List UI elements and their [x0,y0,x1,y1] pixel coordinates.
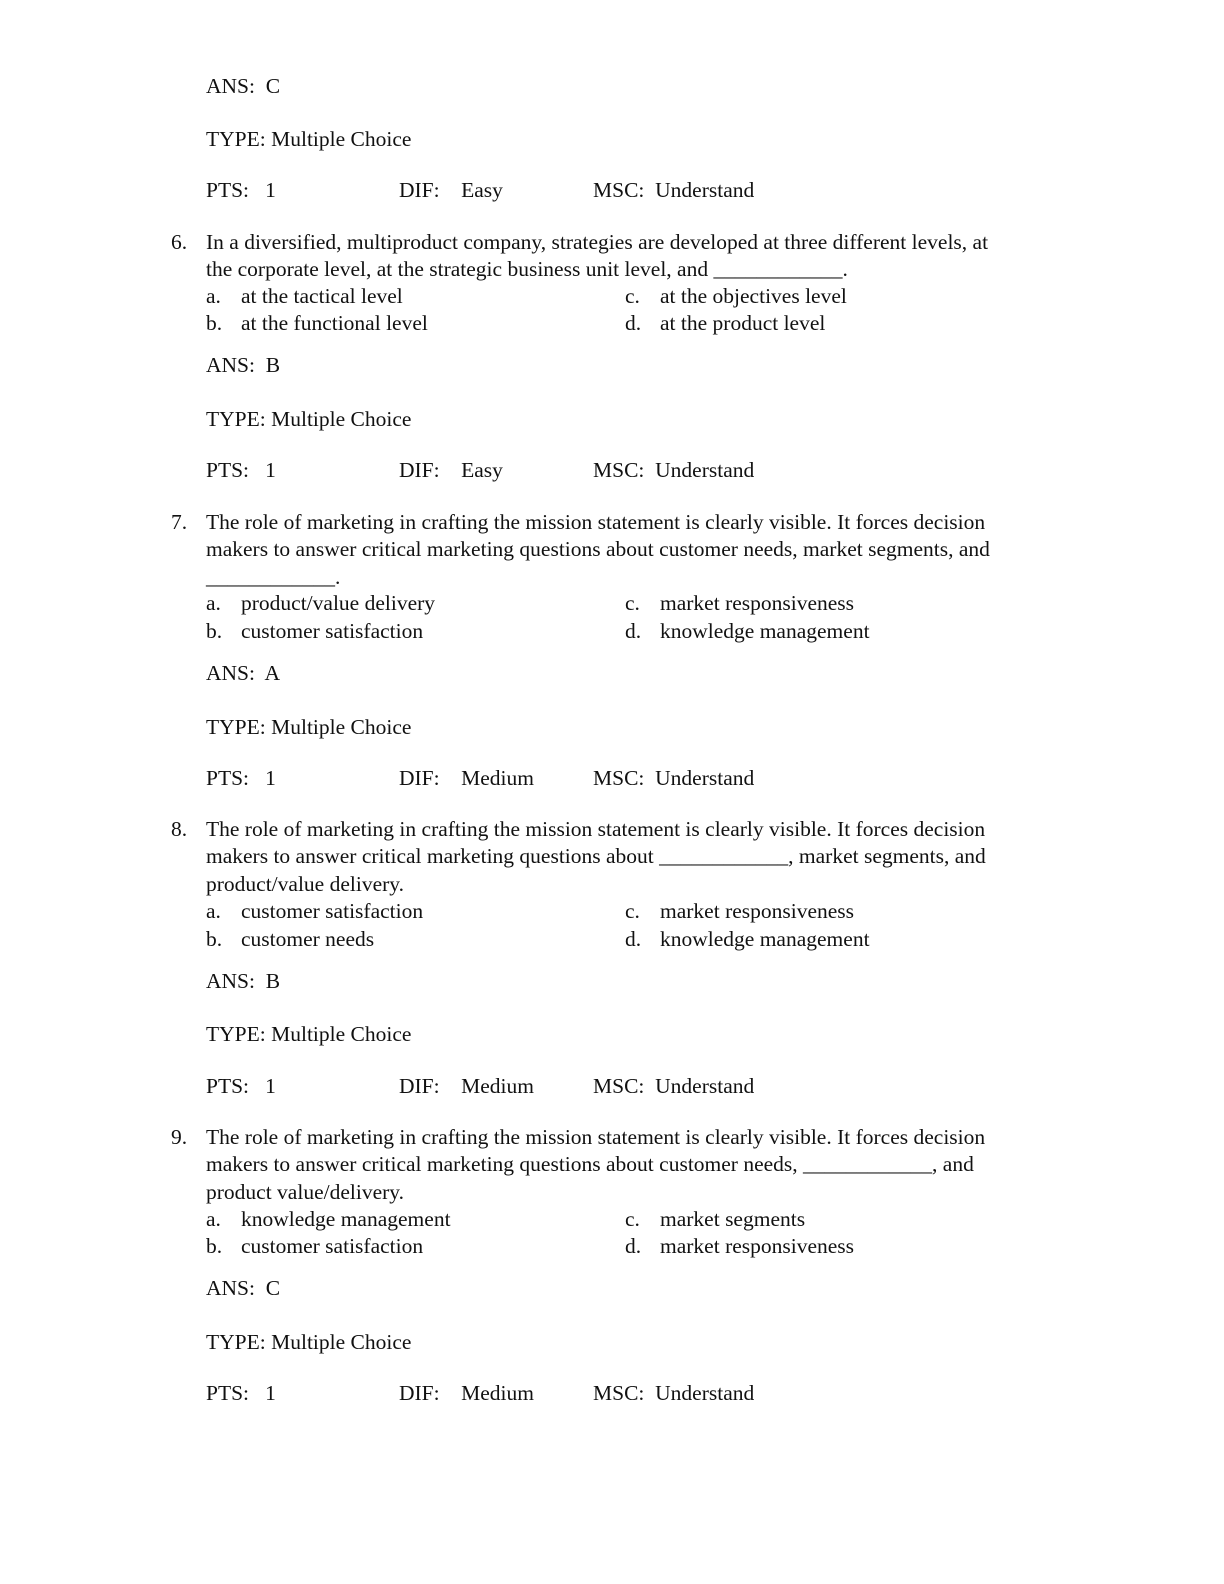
question-number-7: 7. [171,510,188,534]
option-text-6c: at the objectives level [660,284,847,308]
option-text-6d: at the product level [660,311,826,335]
option-text-9b: customer satisfaction [241,1234,424,1258]
msc-q6: MSC: Understand [593,458,755,482]
pts-q9: PTS: 1 [206,1381,276,1405]
question-line: product/value delivery. [206,871,405,896]
msc-q7: MSC: Understand [593,766,755,790]
option-letter-6c: c. [625,284,640,308]
question-text-7 [206,509,1086,591]
dif-q9: DIF: Medium [399,1381,534,1405]
option-letter-6b: b. [206,311,223,335]
option-letter-9b: b. [206,1234,223,1258]
option-letter-8b: b. [206,927,223,951]
dif-q7: DIF: Medium [399,766,534,790]
question-line: In a diversified, multiproduct company, strategies are developed at three different levels, at [206,230,989,254]
option-letter-7a: a. [206,591,221,615]
question-line: The role of marketing in crafting the mission statement is clearly visible. It forces decision [206,1125,986,1149]
option-text-9c: market segments [660,1207,806,1231]
option-text-9d: market responsiveness [660,1234,855,1258]
pts-q5: PTS: 1 [206,178,276,202]
type-q9: TYPE: Multiple Choice [206,1330,412,1354]
option-letter-7c: c. [625,591,640,615]
answer-q9: ANS: C [206,1276,281,1300]
option-text-8c: market responsiveness [660,899,855,923]
answer-q6: ANS: B [206,353,281,377]
pts-q6: PTS: 1 [206,458,276,482]
question-line: product value/delivery. [206,1179,405,1204]
question-number-8: 8. [171,817,188,841]
type-q6: TYPE: Multiple Choice [206,407,412,431]
option-text-7a: product/value delivery [241,591,436,615]
option-letter-8a: a. [206,899,221,923]
dif-q5: DIF: Easy [399,178,503,202]
option-letter-6a: a. [206,284,221,308]
option-text-8b: customer needs [241,927,375,951]
question-line: makers to answer critical marketing questions about customer needs, market segments, and [206,537,990,562]
option-text-8d: knowledge management [660,927,870,951]
answer-q7: ANS: A [206,661,281,685]
option-letter-7b: b. [206,619,223,643]
pts-q7: PTS: 1 [206,766,276,790]
question-text-8 [206,816,1086,898]
option-text-6a: at the tactical level [241,284,403,308]
option-letter-8d: d. [625,927,642,951]
option-letter-6d: d. [625,311,642,335]
msc-q8: MSC: Understand [593,1074,755,1098]
question-text-6 [206,229,1086,284]
option-letter-7d: d. [625,619,642,643]
pts-q8: PTS: 1 [206,1074,276,1098]
dif-q8: DIF: Medium [399,1074,534,1098]
option-letter-8c: c. [625,899,640,923]
option-text-9a: knowledge management [241,1207,451,1231]
question-line: makers to answer critical marketing questions about ____________, market segments, and [206,844,986,869]
option-text-7c: market responsiveness [660,591,855,615]
msc-q5: MSC: Understand [593,178,755,202]
option-letter-9c: c. [625,1207,640,1231]
msc-q9: MSC: Understand [593,1381,755,1405]
option-letter-9d: d. [625,1234,642,1258]
question-line: ____________. [206,564,341,589]
question-number-9: 9. [171,1125,188,1149]
question-line: the corporate level, at the strategic business unit level, and ____________. [206,257,848,282]
option-text-6b: at the functional level [241,311,428,335]
type-q7: TYPE: Multiple Choice [206,715,412,739]
question-line: The role of marketing in crafting the mission statement is clearly visible. It forces decision [206,817,986,841]
option-text-7d: knowledge management [660,619,870,643]
type-q5: TYPE: Multiple Choice [206,127,412,151]
option-letter-9a: a. [206,1207,221,1231]
dif-q6: DIF: Easy [399,458,503,482]
answer-q8: ANS: B [206,969,281,993]
answer-q5: ANS: C [206,74,281,98]
question-line: The role of marketing in crafting the mission statement is clearly visible. It forces decision [206,510,986,534]
question-number-6: 6. [171,230,188,254]
option-text-7b: customer satisfaction [241,619,424,643]
option-text-8a: customer satisfaction [241,899,424,923]
question-line: makers to answer critical marketing questions about customer needs, ____________, and [206,1152,974,1177]
type-q8: TYPE: Multiple Choice [206,1022,412,1046]
question-text-9 [206,1124,1086,1206]
